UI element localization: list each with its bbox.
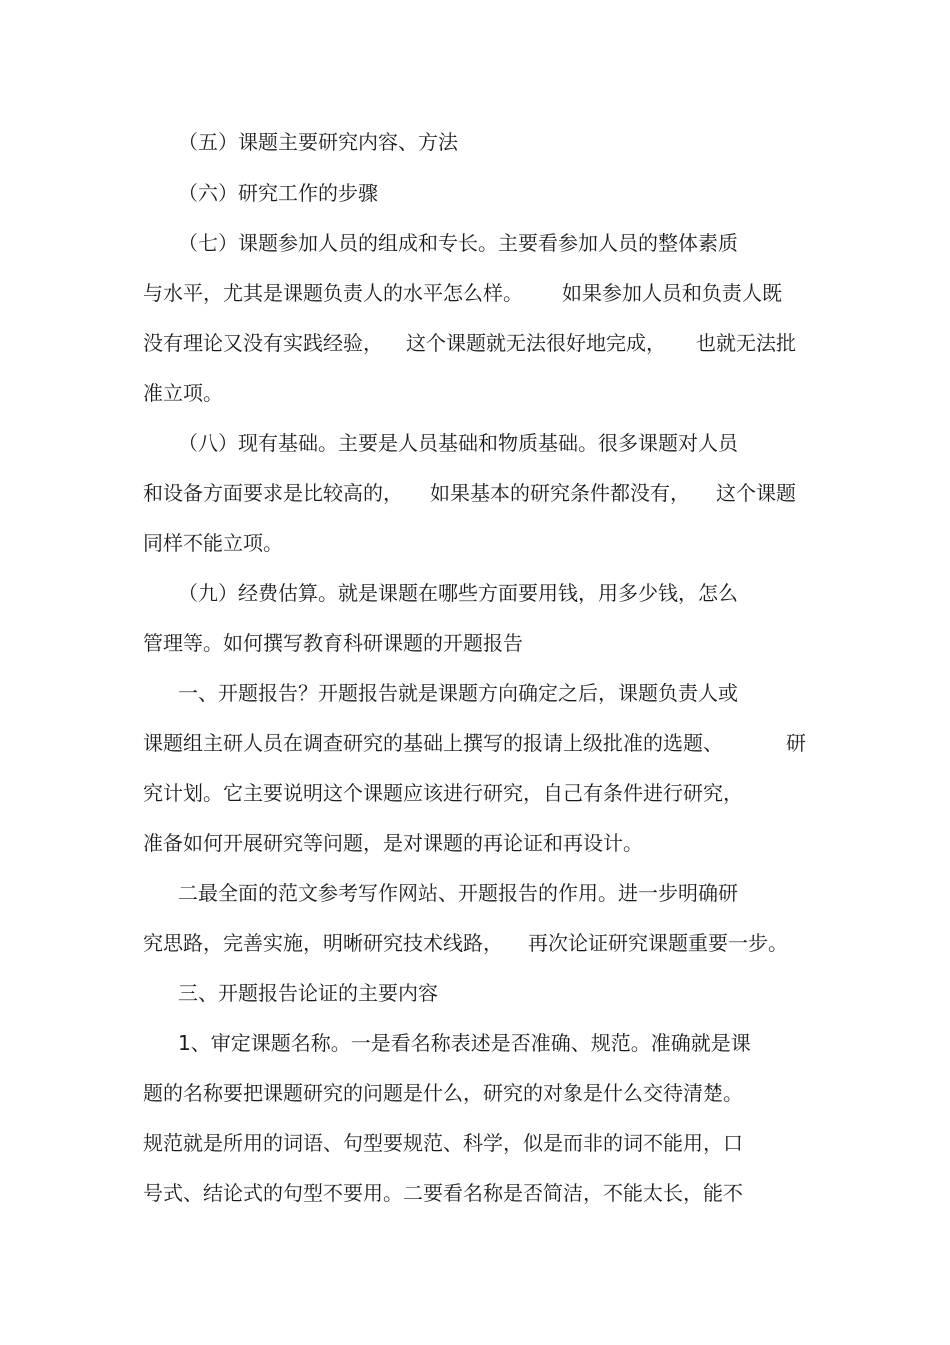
text-line: 号式、结论式的句型不要用。二要看名称是否简洁，不能太长，能不: [143, 1181, 743, 1205]
text-line: 也就无法批: [696, 331, 796, 355]
text-line: 再次论证研究课题重要一步。: [528, 931, 788, 955]
text-line: （八）现有基础。主要是人员基础和物质基础。很多课题对人员: [178, 431, 738, 455]
text-line: 准备如何开展研究等问题，是对课题的再论证和再设计。: [143, 831, 643, 855]
text-line: 和设备方面要求是比较高的，: [143, 481, 403, 505]
text-line: 题的名称要把课题研究的问题是什么，研究的对象是什么交待清楚。: [143, 1081, 743, 1105]
text-line: 没有理论又没有实践经验，: [143, 331, 383, 355]
text-line: 这个课题: [716, 481, 796, 505]
text-line: 三、开题报告论证的主要内容: [178, 981, 438, 1005]
text-line: 研: [786, 731, 806, 755]
text-line: 如果参加人员和负责人既: [562, 281, 782, 305]
text-line: 一、开题报告？开题报告就是课题方向确定之后，课题负责人或: [178, 681, 738, 705]
text-line: （五）课题主要研究内容、方法: [178, 130, 458, 154]
text-line: 究思路，完善实施，明晰研究技术线路，: [143, 931, 503, 955]
text-line: （九）经费估算。就是课题在哪些方面要用钱，用多少钱，怎么: [178, 581, 738, 605]
text-line: 与水平，尤其是课题负责人的水平怎么样。: [143, 281, 523, 305]
text-line: 课题组主研人员在调查研究的基础上撰写的报请上级批准的选题、: [143, 731, 723, 755]
text-line: 准立项。: [143, 381, 223, 405]
text-line: 管理等。如何撰写教育科研课题的开题报告: [143, 631, 523, 655]
text-line: 同样不能立项。: [143, 531, 283, 555]
text-line: 如果基本的研究条件都没有，: [430, 481, 690, 505]
text-line: 究计划。它主要说明这个课题应该进行研究，自己有条件进行研究，: [143, 781, 743, 805]
text-line: （七）课题参加人员的组成和专长。主要看参加人员的整体素质: [178, 231, 738, 255]
text-line: 规范就是所用的词语、句型要规范、科学，似是而非的词不能用，口: [143, 1131, 743, 1155]
text-line: 这个课题就无法很好地完成，: [406, 331, 666, 355]
text-line: 1、审定课题名称。一是看名称表述是否准确、规范。准确就是课: [178, 1031, 751, 1055]
text-line: 二最全面的范文参考写作网站、开题报告的作用。进一步明确研: [178, 881, 738, 905]
text-line: （六）研究工作的步骤: [178, 181, 378, 205]
